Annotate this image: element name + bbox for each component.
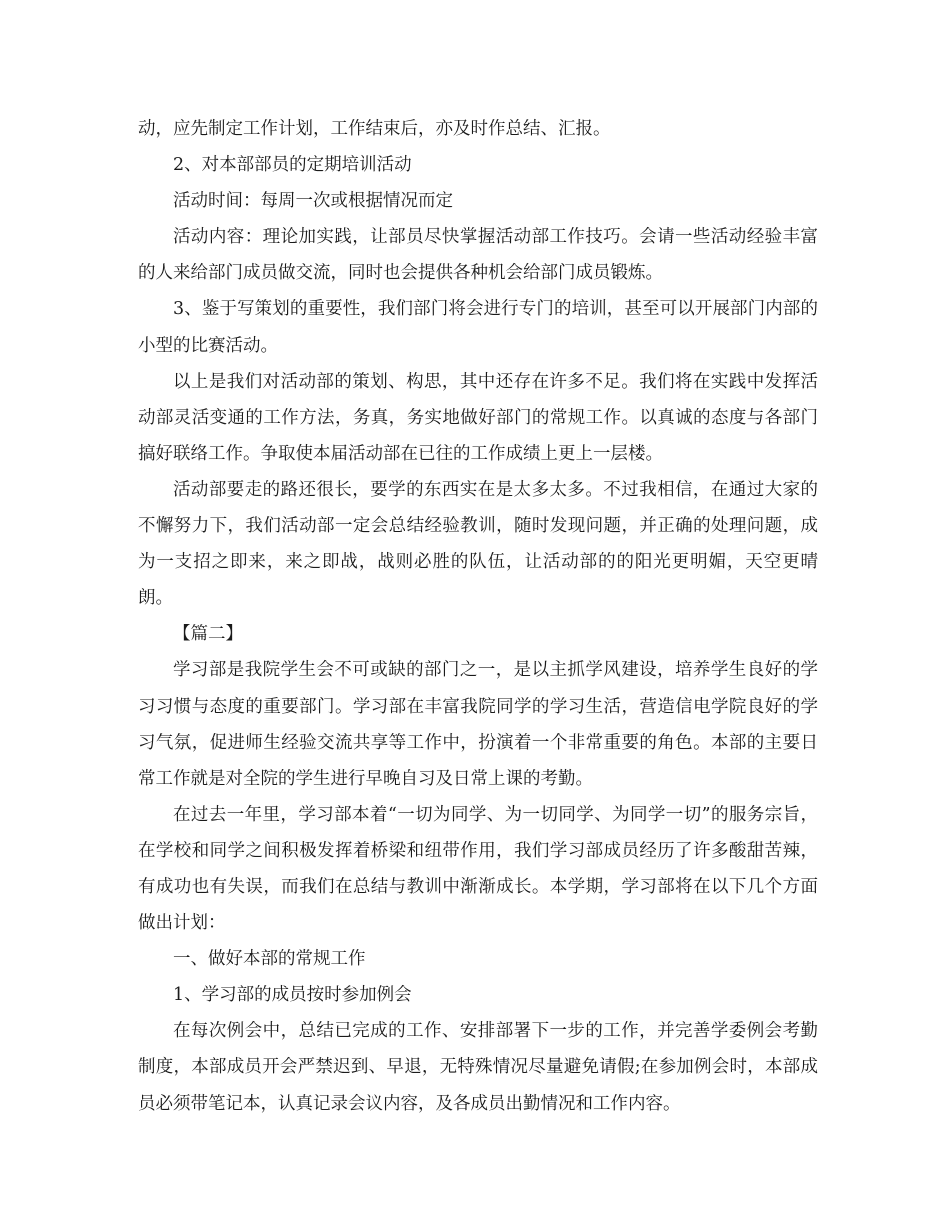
paragraph: 以上是我们对活动部的策划、构思，其中还存在许多不足。我们将在实践中发挥活动部灵活变通的工作方法，务真，务实地做好部门的常规工作。以真诚的态度与各部门搞好联络工作。争取使本届活动部在已往的工作成绩上更上一层楼。 [138, 371, 818, 464]
paragraph: 活动内容：理论加实践，让部员尽快掌握活动部工作技巧。会请一些活动经验丰富的人来给部门成员做交流，同时也会提供各种机会给部门成员锻炼。 [138, 227, 818, 284]
paragraph: 活动时间：每周一次或根据情况而定 [173, 191, 453, 212]
paragraph: 动，应先制定工作计划，工作结束后，亦及时作总结、汇报。 [138, 119, 611, 139]
paragraph: 学习部是我院学生会不可或缺的部门之一，是以主抓学风建设，培养学生良好的学习习惯与态度的重要部门。学习部在丰富我院同学的学习生活，营造信电学院良好的学习气氛，促进师生经验交流共享等工作中，扮演着一个非常重要的角色。本部的主要日常工作就是对全院的学生进行早晚自习及日常上课的考勤。 [138, 660, 818, 789]
paragraph: 在过去一年里，学习部本着“一切为同学、为一切同学、为同学一切”的服务宗旨，在学校和同学之间积极发挥着桥梁和纽带作用，我们学习部成员经历了许多酸甜苦辣，有成功也有失误，而我们在总结与教训中渐渐成长。本学期，学习部将在以下几个方面做出计划： [138, 804, 818, 934]
paragraph: 一、做好本部的常规工作 [173, 949, 366, 970]
paragraph: 活动部要走的路还很长，要学的东西实在是太多太多。不过我相信，在通过大家的不懈努力下，我们活动部一定会总结经验教训，随时发现问题，并正确的处理问题，成为一支招之即来，来之即战，战则必胜的队伍，让活动部的的阳光更明媚，天空更晴朗。 [138, 479, 818, 609]
paragraph: 1、学习部的成员按时参加例会 [173, 985, 412, 1006]
paragraph: 2、对本部部员的定期培训活动 [173, 155, 412, 176]
paragraph: 在每次例会中，总结已完成的工作、安排部署下一步的工作，并完善学委例会考勤制度，本部成员开会严禁迟到、早退，无特殊情况尽量避免请假;在参加例会时，本部成员必须带笔记本，认真记录会议内容，及各成员出勤情况和工作内容。 [138, 1021, 818, 1114]
section-heading: 【篇二】 [173, 624, 243, 645]
paragraph: 3、鉴于写策划的重要性，我们部门将会进行专门的培训，甚至可以开展部门内部的小型的比赛活动。 [138, 299, 818, 356]
document-body [138, 111, 818, 1122]
